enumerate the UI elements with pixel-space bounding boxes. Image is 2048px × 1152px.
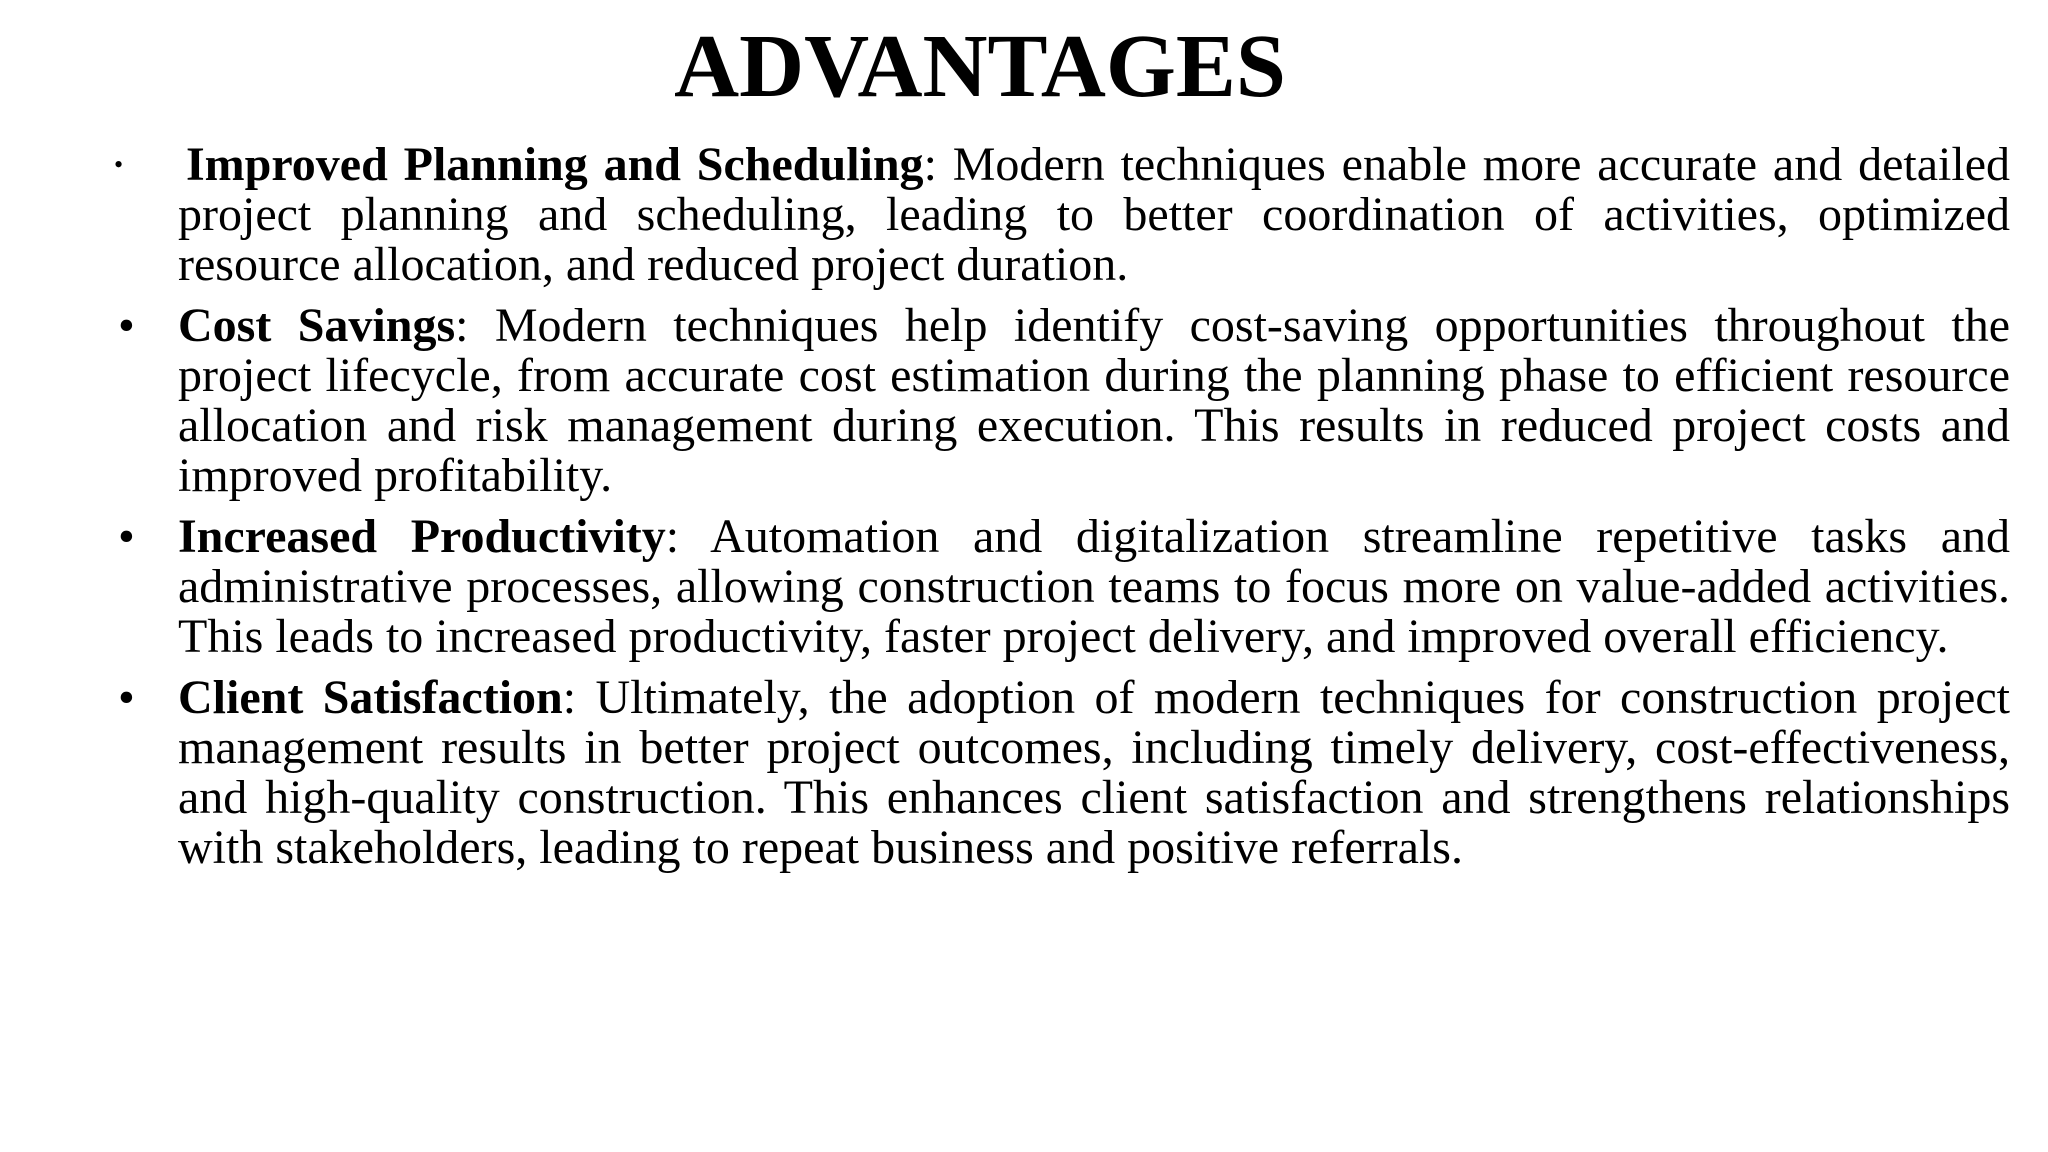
bullet-icon: • <box>118 510 135 563</box>
bullet-text: Modern techniques enable more accurate and detailed project planning and scheduling, leading to better coordination of activities, optimized resource allocation, and reduced project duration. <box>178 138 2010 291</box>
bullet-term: Client Satisfaction <box>178 671 563 724</box>
bullet-icon: • <box>118 671 135 724</box>
bullet-separator: : <box>665 510 680 563</box>
bullet-separator: : <box>455 299 469 352</box>
bullet-term: Improved Planning and Scheduling <box>186 138 924 191</box>
slide-title: ADVANTAGES <box>674 17 1286 116</box>
bullet-item-productivity <box>118 510 2010 663</box>
bullet-icon: • <box>118 299 135 352</box>
bullet-text: Automation and digitalization streamline repetitive tasks and administrative processes, allowing construction teams to focus more on value-added activities. This leads to increased productivity, faster project delivery, and improved overall efficiency. <box>178 510 2010 663</box>
bullet-separator: : <box>562 671 577 724</box>
bullet-item-client-satisfaction <box>118 671 2010 874</box>
bullet-item-planning <box>114 138 2010 291</box>
bullet-term: Cost Savings <box>178 299 456 352</box>
bullet-icon: • <box>114 150 124 179</box>
bullet-item-cost-savings <box>118 299 2010 502</box>
bullet-list <box>114 138 2010 884</box>
bullet-text: Ultimately, the adoption of modern techniques for construction project management results in better project outcomes, including timely delivery, cost-effectiveness, and high-quality construction. This enhances client satisfaction and strengthens relationships with stakeholders, leading to repeat business and positive referrals. <box>178 671 2010 874</box>
bullet-separator: : <box>923 138 937 191</box>
bullet-term: Increased Productivity <box>178 510 666 563</box>
bullet-text: Modern techniques help identify cost-saving opportunities throughout the project lifecycle, from accurate cost estimation during the planning phase to efficient resource allocation and risk management during execution. This results in reduced project costs and improved profitability. <box>178 299 2010 502</box>
